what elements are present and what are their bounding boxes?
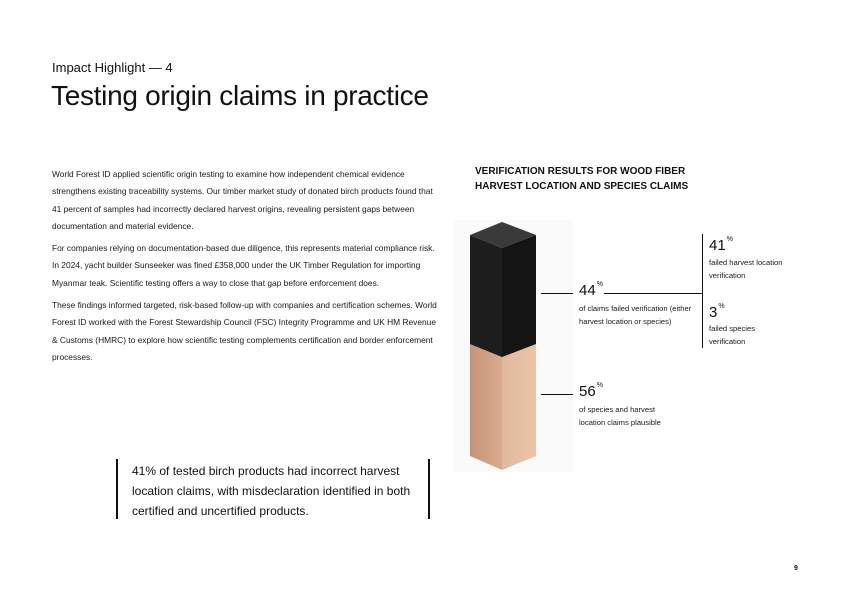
chart-title-line: HARVEST LOCATION AND SPECIES CLAIMS bbox=[475, 181, 689, 192]
page-title: Testing origin claims in practice bbox=[51, 80, 429, 111]
breakdown-bracket bbox=[702, 234, 703, 348]
species-failed-percentage: 3% bbox=[709, 303, 725, 321]
chart-title bbox=[475, 164, 755, 194]
plausible-percentage: 56% bbox=[579, 382, 603, 400]
location-failed-percentage: 41% bbox=[709, 236, 733, 254]
wood-blocks-illustration bbox=[454, 220, 574, 472]
body-paragraph: World Forest ID applied scientific origin testing to examine how independent chemical evidence strengthens existing traceability systems. Our timber market study of donated birch products found that 41 percent of samples had incorrectly declared harvest origins, revealing persistent gaps between documentation and material evidence. bbox=[52, 169, 433, 231]
pull-quote bbox=[116, 459, 430, 519]
failed-claims-block bbox=[470, 222, 536, 357]
breakdown-connector-line bbox=[604, 293, 702, 294]
plausible-leader-line bbox=[541, 394, 573, 395]
plausible-description: of species and harvest location claims plausible bbox=[579, 405, 661, 428]
impact-highlight-label: Impact Highlight — 4 bbox=[52, 60, 173, 75]
failed-description: of claims failed verification (either harvest location or species) bbox=[579, 304, 692, 327]
failed-percentage: 44% bbox=[579, 281, 603, 299]
page-number: 9 bbox=[794, 565, 798, 572]
species-failed-description: failed species verification bbox=[709, 324, 756, 347]
failed-leader-line bbox=[541, 293, 573, 294]
pull-quote-text: 41% of tested birch products had incorrect harvest location claims, with misdeclaration identified in both certified and uncertified products. bbox=[132, 464, 411, 518]
body-paragraph: For companies relying on documentation-based due diligence, this represents material compliance risk. In 2024, yacht builder Sunseeker was fined £358,000 under the UK Timber Regulation for importing Myanmar teak. Scientific testing offers a way to close that gap before enforcement does. bbox=[52, 243, 435, 288]
location-failed-description: failed harvest location verification bbox=[709, 258, 783, 281]
body-paragraph: These findings informed targeted, risk-based follow-up with companies and certification schemes. World Forest ID worked with the Forest Stewardship Council (FSC) Integrity Programme and UK HM Revenue & Customs (HMRC) to explore how scientific testing complements certification and border enforcement processes. bbox=[52, 300, 437, 362]
body-text bbox=[52, 166, 437, 371]
chart-title-line: VERIFICATION RESULTS FOR WOOD FIBER bbox=[475, 166, 686, 177]
